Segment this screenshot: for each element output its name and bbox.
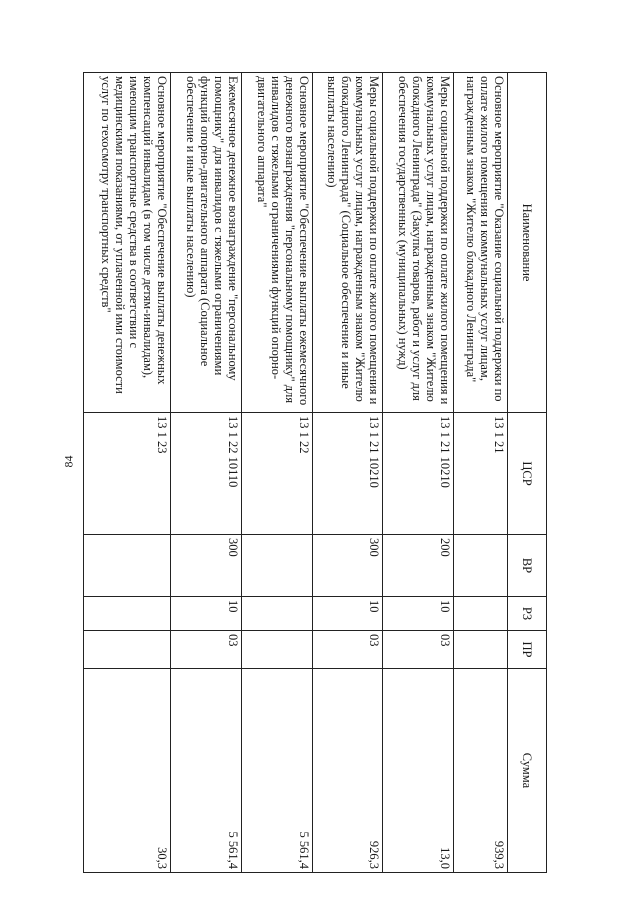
table-row	[84, 73, 171, 873]
row-vr	[454, 535, 508, 597]
row-vr: 300	[171, 535, 242, 597]
row-rz: 10	[383, 597, 454, 631]
row-pr: 03	[171, 631, 242, 669]
row-name: Основное мероприятие "Обеспечение выплаты денежных компенсаций инвалидам (в том числе детям-инвалидам), имеющим транспортные средства в соответствии с медицинскими показаниями, от уплаченной ими стоимости услуг по техосмотру транспортных средств"	[84, 73, 171, 413]
table-row	[242, 73, 313, 873]
row-name: Меры социальной поддержки по оплате жилого помещения и коммунальных услуг лицам, награжденным знаком "Жителю блокадного Ленинграда" (Закупка товаров, работ и услуг для обеспечения государственных (муниципальных) нужд)	[383, 73, 454, 413]
row-csr: 13 1 21 10210	[383, 413, 454, 535]
row-sum: 939,3	[454, 669, 508, 873]
budget-table-wrapper	[83, 72, 547, 872]
row-vr	[84, 535, 171, 597]
row-csr: 13 1 22 10110	[171, 413, 242, 535]
row-sum: 926,3	[312, 669, 383, 873]
row-csr: 13 1 22	[242, 413, 313, 535]
row-vr: 200	[383, 535, 454, 597]
row-pr: 03	[383, 631, 454, 669]
header-rz: РЗ	[508, 597, 547, 631]
header-csr: ЦСР	[508, 413, 547, 535]
row-name: Ежемесячное денежное вознаграждение "персональному помощнику" для инвалидов с тяжелыми ограничениями функций опорно-двигательного аппарата (Социальное обеспечение и иные выплаты населению)	[171, 73, 242, 413]
row-name: Основное мероприятие "Обеспечение выплаты ежемесячного денежного вознаграждения "персональному помощнику" для инвалидов с тяжелыми ограничениями функций опорно-двигательного аппарата"	[242, 73, 313, 413]
row-vr: 300	[312, 535, 383, 597]
header-sum: Сумма	[508, 669, 547, 873]
header-name: Наименование	[508, 73, 547, 413]
row-name: Основное мероприятие "Оказание социальной поддержки по оплате жилого помещения и коммунальных услуг лицам, награжденным знаком "Жителю блокадного Ленинграда"	[454, 73, 508, 413]
table-row	[312, 73, 383, 873]
row-csr: 13 1 21	[454, 413, 508, 535]
row-name: Меры социальной поддержки по оплате жилого помещения и коммунальных услуг лицам, награжденным знаком "Жителю блокадного Ленинграда" (Социальное обеспечение и иные выплаты населению)	[312, 73, 383, 413]
rotated-table-area	[83, 72, 547, 872]
header-pr: ПР	[508, 631, 547, 669]
row-rz	[454, 597, 508, 631]
row-rz	[84, 597, 171, 631]
row-sum: 5 561,4	[242, 669, 313, 873]
row-rz: 10	[171, 597, 242, 631]
table-row	[171, 73, 242, 873]
row-vr	[242, 535, 313, 597]
table-header-row	[508, 73, 547, 873]
row-pr: 03	[312, 631, 383, 669]
table-row	[454, 73, 508, 873]
table-row	[383, 73, 454, 873]
row-sum: 30,3	[84, 669, 171, 873]
row-csr: 13 1 21 10210	[312, 413, 383, 535]
row-pr	[454, 631, 508, 669]
budget-table	[83, 72, 547, 873]
row-rz	[242, 597, 313, 631]
row-sum: 5 561,4	[171, 669, 242, 873]
row-csr: 13 1 23	[84, 413, 171, 535]
row-sum: 13,0	[383, 669, 454, 873]
header-vr: ВР	[508, 535, 547, 597]
page-number: 84	[61, 455, 76, 468]
row-pr	[242, 631, 313, 669]
row-rz: 10	[312, 597, 383, 631]
row-pr	[84, 631, 171, 669]
